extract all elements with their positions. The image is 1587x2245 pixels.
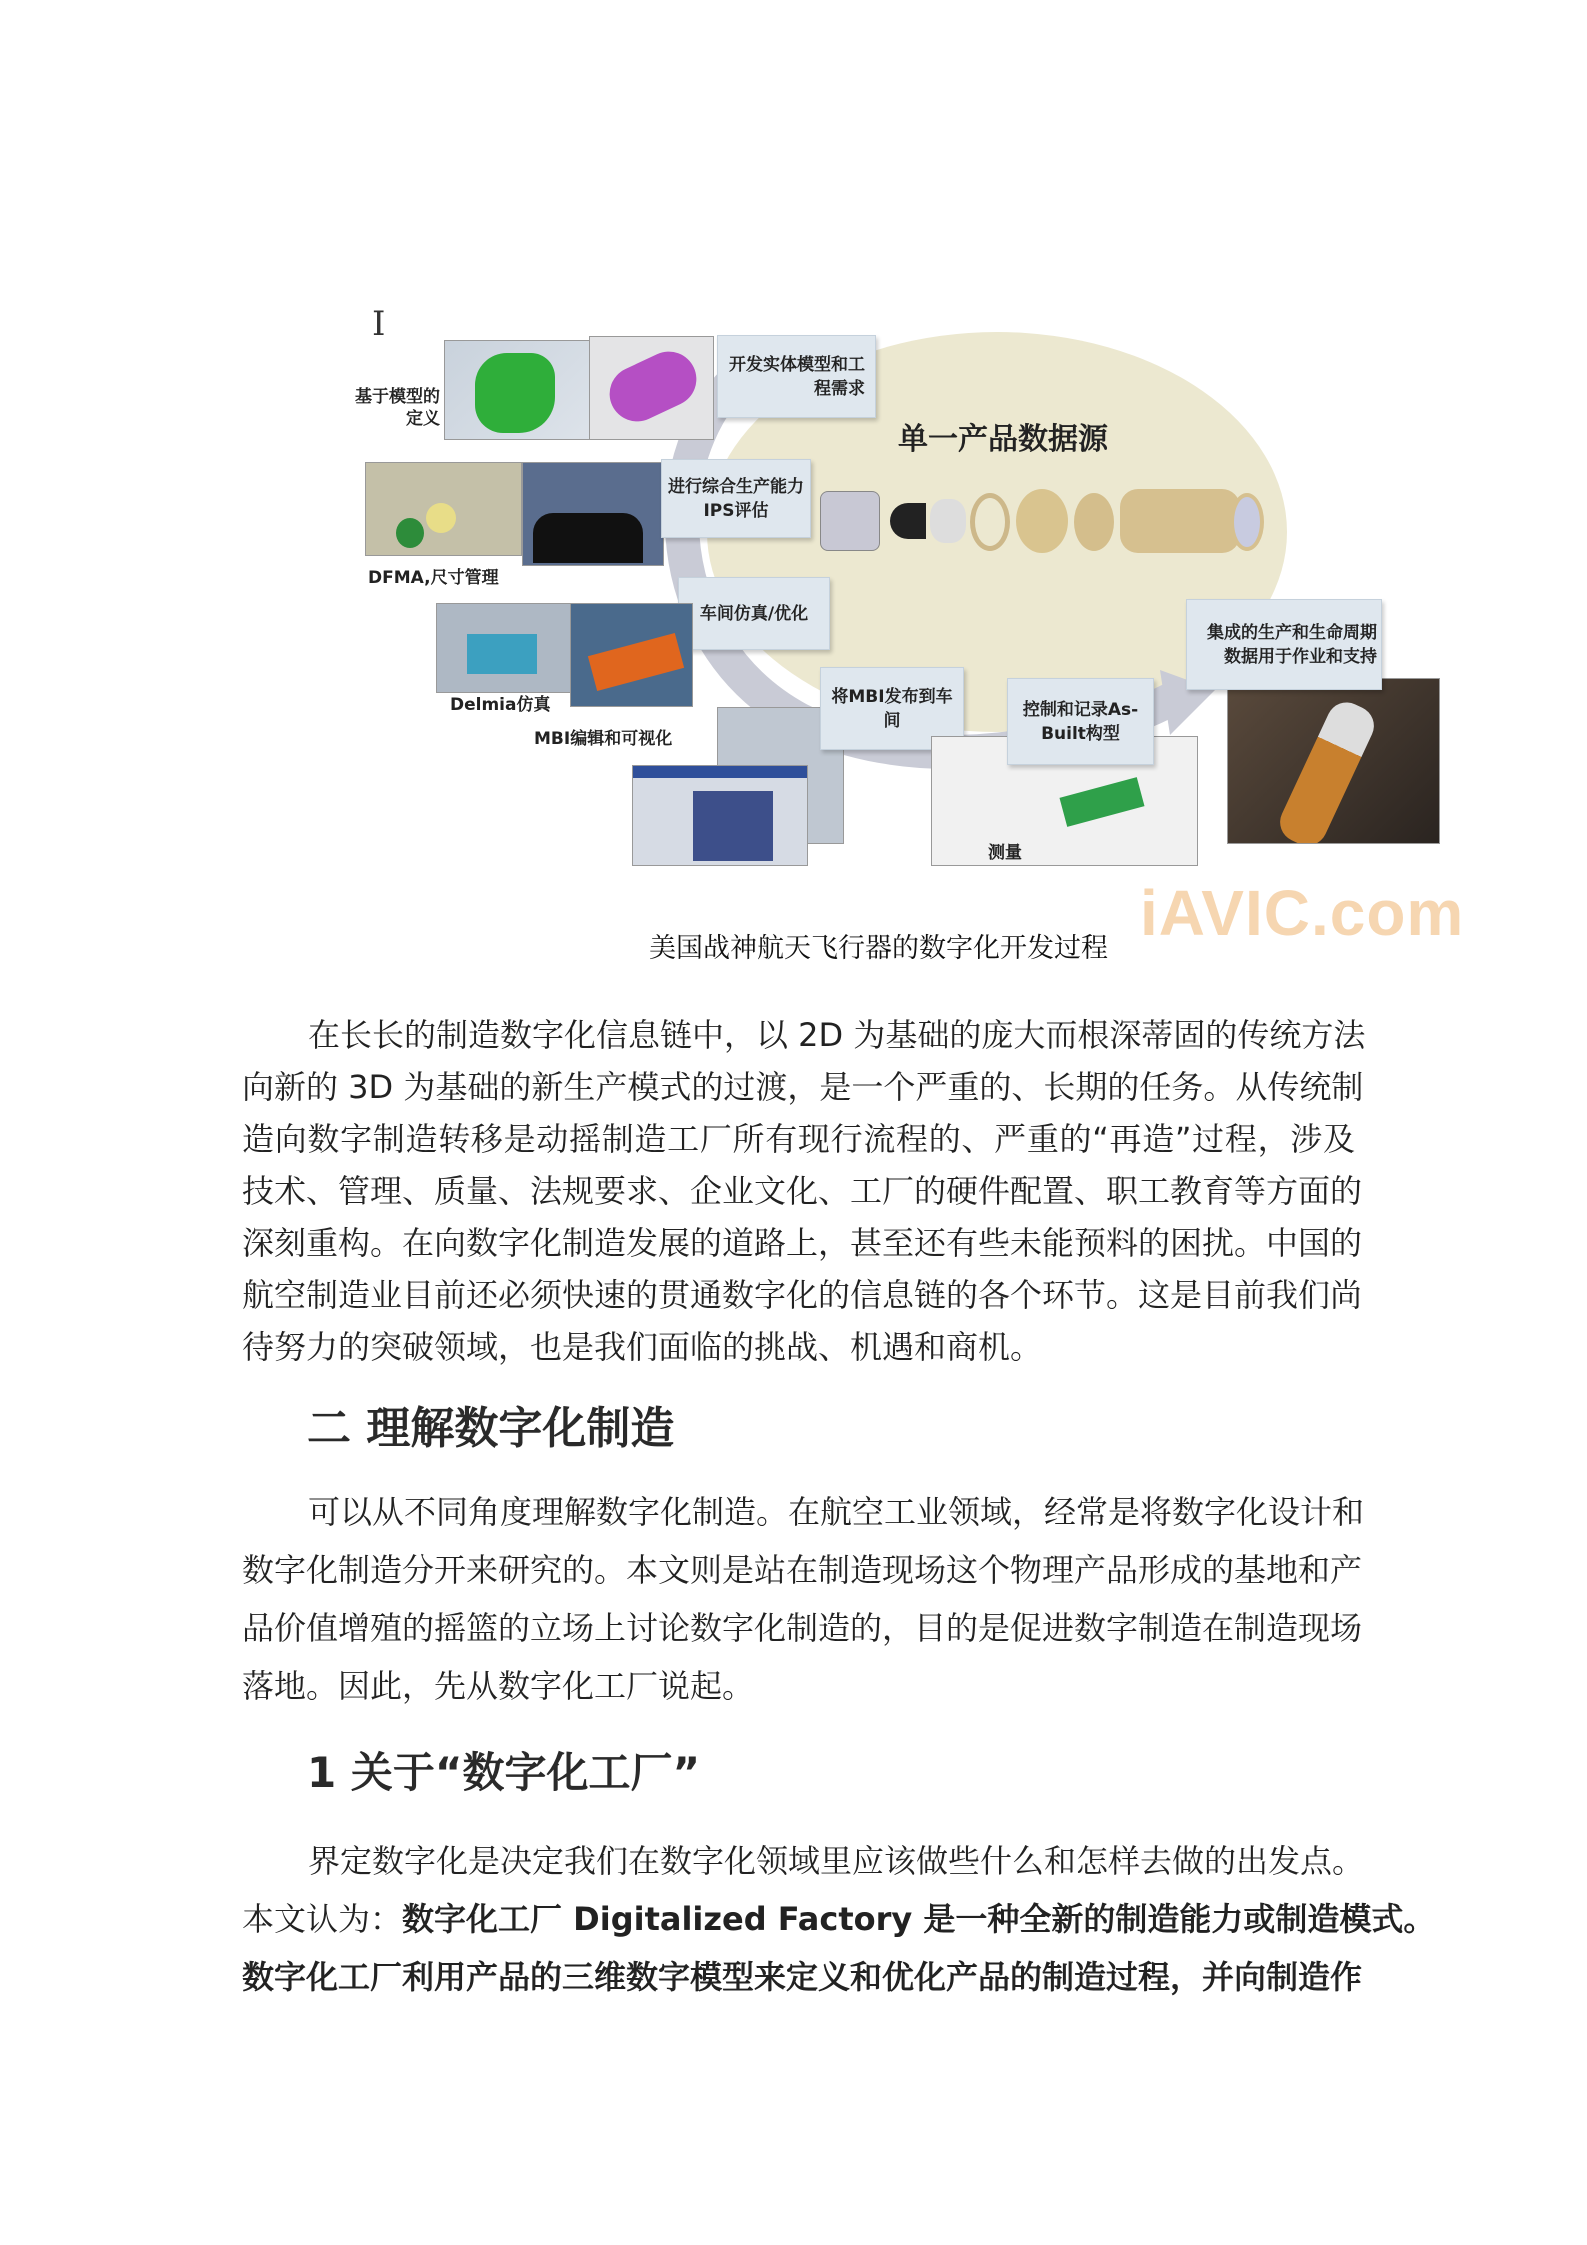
label-measure: 测量 bbox=[988, 843, 1022, 863]
text-line: 可以从不同角度理解数字化制造。在航空工业领域，经常是将数字化设计和 bbox=[308, 1493, 1365, 1531]
label-mbd: 基于模型的定义 bbox=[355, 387, 440, 429]
part-model-image bbox=[589, 336, 714, 440]
delmia-image-2 bbox=[570, 603, 693, 707]
delmia-image-1 bbox=[436, 603, 573, 693]
cad-model-image bbox=[444, 340, 592, 440]
text-normal: 本文认为： bbox=[242, 1900, 403, 1938]
subsection-heading: 1 关于“数字化工厂” bbox=[307, 1748, 701, 1797]
mbi-image-2 bbox=[632, 765, 808, 866]
definition-bold: 数字化工厂 Digitalized Factory 是一种全新的制造能力或制造模式。 bbox=[402, 1900, 1436, 1938]
paragraph-3 bbox=[242, 1832, 1436, 2006]
step-integrated-data: 集成的生产和生命周期数据用于作业和支持 bbox=[1186, 599, 1382, 690]
text-line: 向新的 3D 为基础的新生产模式的过渡，是一个严重的、长期的任务。从传统制 bbox=[242, 1068, 1364, 1106]
label-dfma: DFMA,尺寸管理 bbox=[368, 568, 499, 588]
text-line: 品价值增殖的摇篮的立场上讨论数字化制造的，目的是促进数字制造在制造现场 bbox=[242, 1609, 1363, 1647]
watermark-logo: iAVIC.com bbox=[1140, 877, 1465, 949]
text-line: 造向数字制造转移是动摇制造工厂所有现行流程的、严重的“再造”过程，涉及 bbox=[242, 1120, 1355, 1158]
hub-title: 单一产品数据源 bbox=[898, 422, 1108, 457]
label-delmia: Delmia仿真 bbox=[450, 695, 551, 715]
step-shop-simulation: 车间仿真/优化 bbox=[678, 577, 830, 650]
text-line: 深刻重构。在向数字化制造发展的道路上，甚至还有些未能预料的困扰。中国的 bbox=[242, 1224, 1363, 1262]
text-line: 技术、管理、质量、法规要求、企业文化、工厂的硬件配置、职工教育等方面的 bbox=[242, 1172, 1363, 1210]
text-cursor-icon: I bbox=[372, 304, 386, 344]
text-line: 界定数字化是决定我们在数字化领域里应该做些什么和怎样去做的出发点。 bbox=[308, 1842, 1365, 1880]
step-publish-mbi: 将MBI发布到车间 bbox=[820, 667, 964, 750]
rocket-photo bbox=[1227, 678, 1440, 844]
step-control-record: 控制和记录As-Built构型 bbox=[1007, 678, 1154, 765]
text-line bbox=[242, 1890, 1436, 1948]
step-ips-evaluation: 进行综合生产能力IPS评估 bbox=[661, 459, 811, 538]
text-line: 航空制造业目前还必须快速的贯通数字化的信息链的各个环节。这是目前我们尚 bbox=[242, 1276, 1363, 1314]
figure bbox=[0, 0, 1587, 980]
text-line: 数字化制造分开来研究的。本文则是站在制造现场这个物理产品形成的基地和产 bbox=[242, 1551, 1363, 1589]
dfma-image-2 bbox=[522, 462, 664, 566]
paragraph-2 bbox=[242, 1483, 1365, 1715]
step-develop-model: 开发实体模型和工程需求 bbox=[717, 335, 876, 418]
text-line: 数字化工厂利用产品的三维数字模型来定义和优化产品的制造过程，并向制造作 bbox=[242, 1958, 1363, 1996]
rocket-components-image bbox=[820, 485, 1265, 557]
figure-caption: 美国战神航天飞行器的数字化开发过程 bbox=[649, 933, 1108, 964]
paragraph-1 bbox=[242, 1009, 1366, 1373]
dfma-image-1 bbox=[365, 462, 522, 556]
label-mbi: MBI编辑和可视化 bbox=[534, 729, 673, 749]
text-line: 落地。因此，先从数字化工厂说起。 bbox=[242, 1667, 755, 1705]
section-heading: 二 理解数字化制造 bbox=[307, 1403, 675, 1454]
text-line: 在长长的制造数字化信息链中，以 2D 为基础的庞大而根深蒂固的传统方法 bbox=[308, 1016, 1366, 1054]
text-line: 待努力的突破领域，也是我们面临的挑战、机遇和商机。 bbox=[242, 1328, 1043, 1366]
